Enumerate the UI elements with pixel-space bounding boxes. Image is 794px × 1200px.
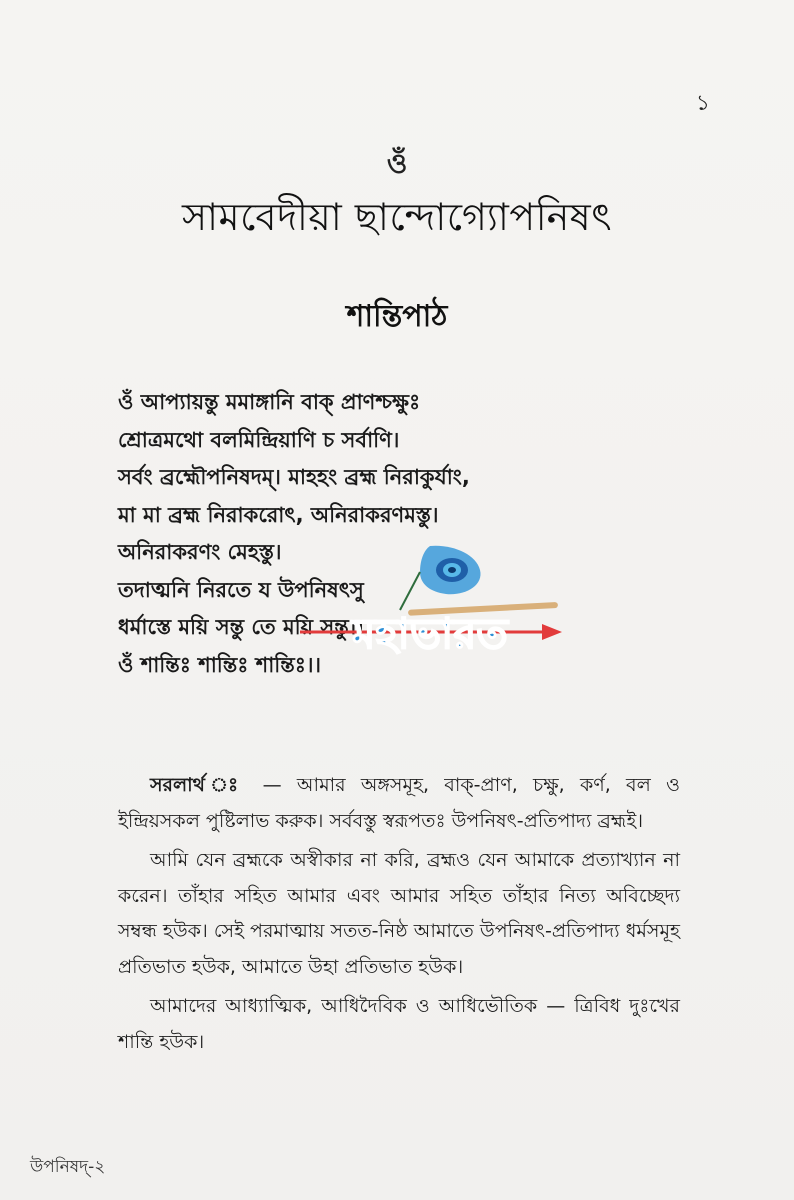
verse-line: ওঁ আপ্যায়ন্তু মমাঙ্গানি বাক্ প্রাণশ্চক্ষুঃ <box>118 390 421 414</box>
verse-line: ধর্মাস্তে ময়ি সন্তু তে ময়ি সন্তু।। <box>118 615 364 639</box>
page-title: সামবেদীয়া ছান্দোগ্যোপনিষৎ <box>181 195 613 239</box>
verse-line: ওঁ শান্তিঃ শান্তিঃ শান্তিঃ।। <box>118 652 321 677</box>
commentary-text: — আমার অঙ্গসমূহ, বাক্-প্রাণ, চক্ষু, কর্ণ, বল ও ইন্দ্রিয়সকল পুষ্টিলাভ করুক। সর্ববস্তু স্বরূপতঃ উপনিষৎ-প্রতিপাদ্য ব্রহ্মই। <box>118 774 681 832</box>
commentary-label: সরলার্থ ঃ <box>150 774 248 796</box>
commentary-paragraph: আমি যেন ব্রহ্মকে অস্বীকার না করি, ব্রহ্মও যেন আমাকে প্রত্যাখ্যান না করেন। তাঁহার সহিত আমার এবং আমার সহিত তাঁহার নিত্য অবিচ্ছেদ্য সম্বন্ধ হউক। সেই পরমাত্মায় সতত-নিষ্ঠ আমাতে উপনিষৎ-প্রতিপাদ্য ধর্মসমূহ প্রতিভাত হউক, আমাতে উহা প্রতিভাত হউক। <box>118 849 680 978</box>
commentary-paragraph <box>118 768 680 839</box>
page-number: ১ <box>695 91 710 116</box>
section-subtitle: শান্তিপাঠ <box>346 299 448 334</box>
commentary <box>118 768 680 1064</box>
page-footer: উপনিষদ্-২ <box>30 1157 106 1177</box>
peacock-feather-icon <box>400 546 481 610</box>
verse-line: তদাত্মনি নিরতে য উপনিষৎসু <box>118 577 364 602</box>
verse-line: শ্রোত্রমথো বলমিন্দ্রিয়াণি চ সর্বাণি। <box>118 427 400 452</box>
watermark-logo <box>280 540 580 660</box>
verse-line: মা মা ব্রহ্ম নিরাকরোৎ, অনিরাকরণমস্তু। <box>118 502 439 527</box>
verse-line: সর্বং ব্রহ্মৌপনিষদম্। মাহহং ব্রহ্ম নিরাকুর্যাং, <box>118 465 470 489</box>
verse-line: অনিরাকরণং মেহস্তু। <box>118 540 282 564</box>
om-symbol: ওঁ <box>386 147 408 180</box>
watermark-text: মহাভারত <box>352 609 508 658</box>
commentary-paragraph: আমাদের আধ্যাত্মিক, আধিদৈবিক ও আধিভৌতিক — ত্রিবিধ দুঃখের শান্তি হউক। <box>118 995 680 1053</box>
